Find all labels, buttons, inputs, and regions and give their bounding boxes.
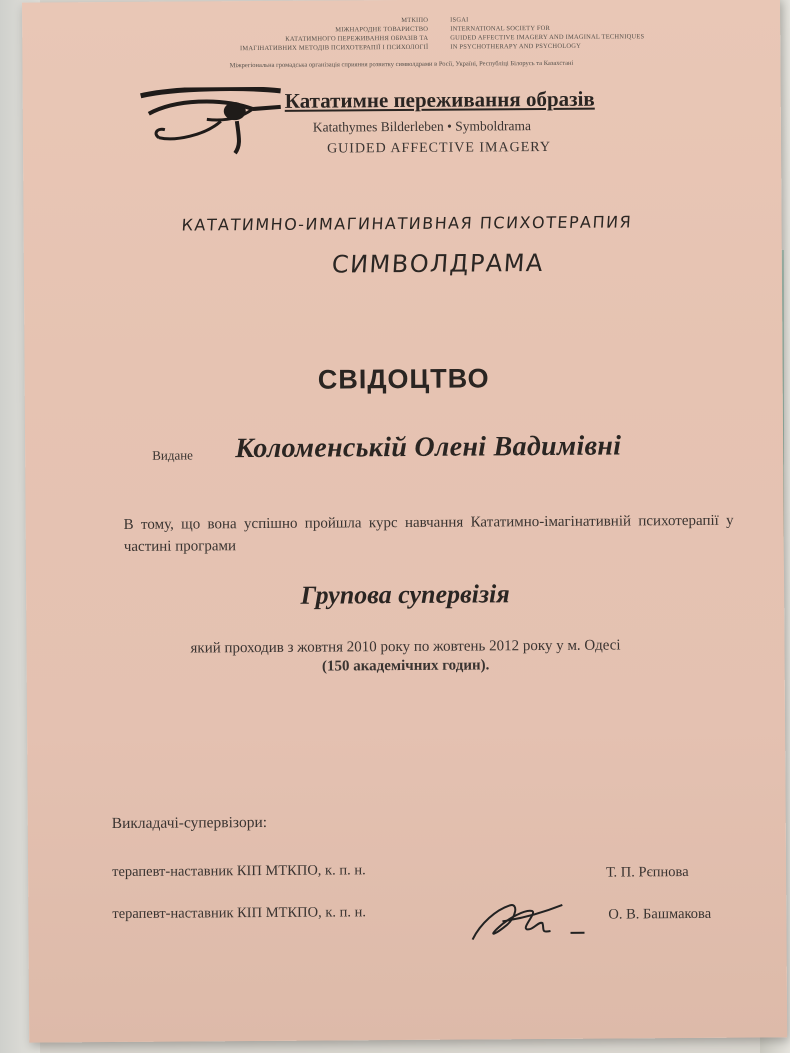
logo-title-ukrainian: Кататимне переживання образів <box>284 86 595 113</box>
logo-titles <box>285 86 685 158</box>
header-right-line: ISGAI <box>450 16 469 24</box>
supervisor-role: терапевт-наставник КІП МТКПО, к. п. н. <box>112 862 366 881</box>
header-right-line: GUIDED AFFECTIVE IMAGERY AND IMAGINAL TECHNIQUES <box>450 33 645 42</box>
program-name: Групова супервізія <box>300 579 510 610</box>
supervisors-heading: Викладачі-супервізори: <box>111 813 268 833</box>
handwritten-subheading: СИМВОЛДРАМА <box>330 249 545 279</box>
header-right-line: IN PSYCHOTHERAPY AND PSYCHOLOGY <box>450 42 582 51</box>
eye-of-horus-logo-icon <box>135 87 285 160</box>
logo-title-german: Katathymes Bilderleben • Symboldrama <box>312 118 531 135</box>
header-wide-line: Міжрегіональна громадська організація сприяння розвитку символдрами в Росії, Україні, Республіці Білорусь та Казахстані <box>229 59 574 70</box>
logo-title-english: GUIDED AFFECTIVE IMAGERY <box>326 139 551 157</box>
header-right-column <box>450 14 644 51</box>
course-period: який проходив з жовтня 2010 року по жовтень 2012 року у м. Одесі <box>190 637 621 657</box>
certificate-document <box>22 0 787 1043</box>
recipient-name: Коломенській Олені Вадимівні <box>235 430 622 465</box>
supervisor-name: О. В. Башмакова <box>608 905 712 923</box>
issued-label: Видане <box>152 447 193 463</box>
certificate-body-text: В тому, що вона успішно пройшла курс навчання Кататимно-імагінативній психотерапії у частині програми <box>123 512 734 555</box>
handwritten-heading: КАТАТИМНО-ИМАГИНАТИВНАЯ ПСИХОТЕРАПИЯ <box>180 212 633 235</box>
organization-header <box>22 13 780 53</box>
course-hours-value: (150 академічних годин). <box>321 657 490 675</box>
header-left-line: ІМАГІНАТИВНИХ МЕТОДІВ ПСИХОТЕРАПІЇ І ПСИХОЛОГІЇ <box>239 43 429 53</box>
header-left-line: МІЖНАРОДНЕ ТОВАРИСТВО <box>335 25 429 34</box>
header-left-line: КАТАТИМНОГО ПЕРЕЖИВАННЯ ОБРАЗІВ ТА <box>285 34 429 43</box>
supervisor-role: терапевт-наставник КІП МТКПО, к. п. н. <box>112 904 367 923</box>
header-right-line: INTERNATIONAL SOCIETY FOR <box>450 24 551 33</box>
header-left-line: МТКІПО <box>401 16 429 24</box>
header-left-column <box>240 16 429 53</box>
certificate-title: СВІДОЦТВО <box>317 363 490 395</box>
handwritten-signature-icon <box>466 893 596 950</box>
supervisor-name: Т. П. Рєпнова <box>606 864 689 881</box>
